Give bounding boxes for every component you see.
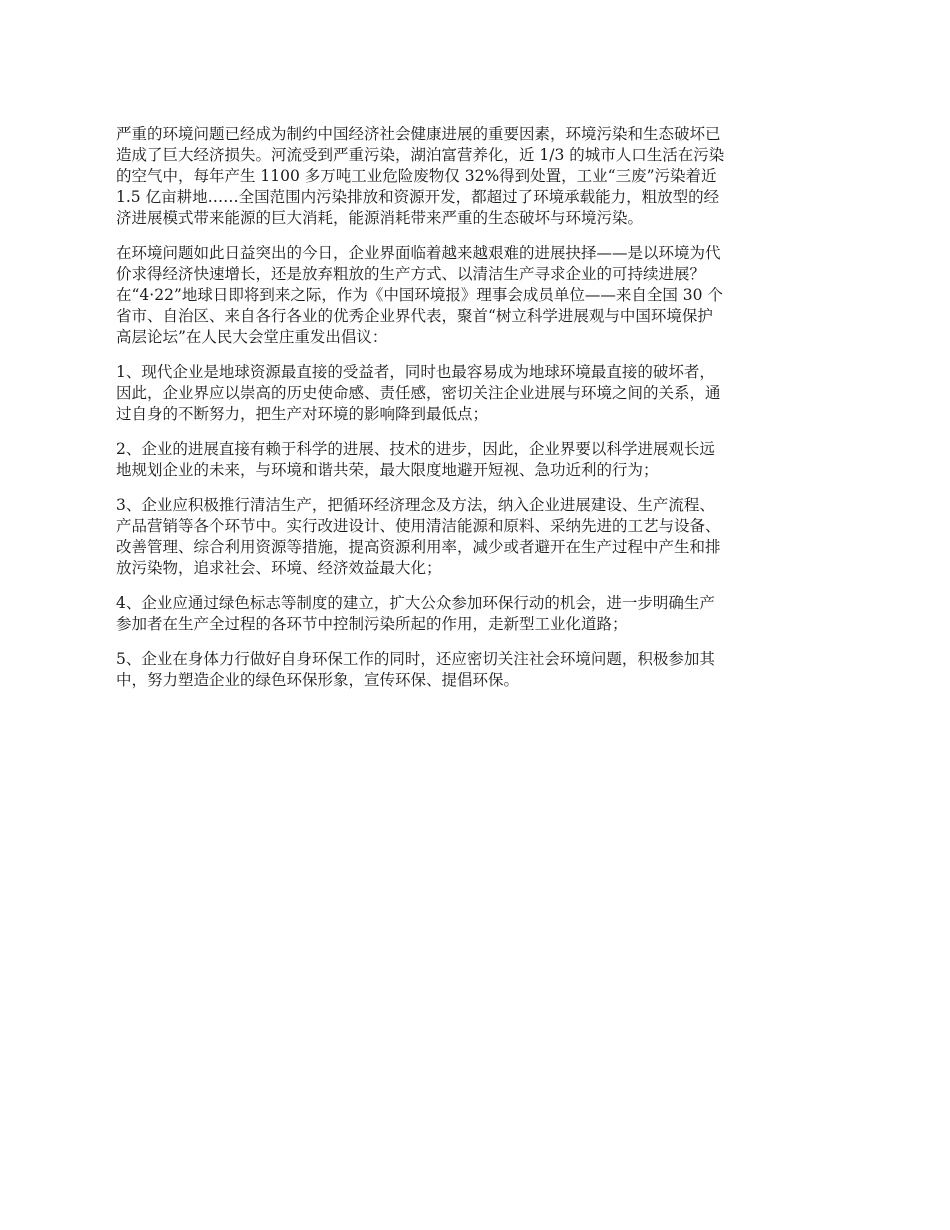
proposal-item-1: 1、现代企业是地球资源最直接的受益者，同时也最容易成为地球环境最直接的破坏者， 因此，企业界应以崇高的历史使命感、责任感，密切关注企业进展与环境之间的关系，通 过自身的不断努力，把生产对环境的影响降到最低点； bbox=[116, 363, 721, 423]
proposal-item-4: 4、企业应通过绿色标志等制度的建立，扩大公众参加环保行动的机会，进一步明确生产 参加者在生产全过程的各环节中控制污染所起的作用，走新型工业化道路； bbox=[116, 594, 715, 633]
proposal-item-3: 3、企业应积极推行清洁生产，把循环经济理念及方法，纳入企业进展建设、生产流程、 产品营销等各个环节中。实行改进设计、使用清洁能源和原料、采纳先进的工艺与设备、 改善管理、综合利用资源等措施，提高资源利用率，减少或者避开在生产过程中产生和排 放污染物，追求社会、环境、经济效益最大化； bbox=[116, 496, 721, 577]
paragraph-context: 在环境问题如此日益突出的今日，企业界面临着越来越艰难的进展抉择——是以环境为代 价求得经济快速增长，还是放弃粗放的生产方式、以清洁生产寻求企业的可持续进展？ 在“4·22”地球日即将到来之际，作为《中国环境报》理事会成员单位——来自全国 30 个 省市、自治区、来自各行各业的优秀企业界代表，聚首“树立科学进展观与中国环境保护 高层论坛”在人民大会堂庄重发出倡议： bbox=[116, 244, 723, 346]
document-body bbox=[116, 124, 836, 705]
proposal-item-2: 2、企业的进展直接有赖于科学的进展、技术的进步，因此，企业界要以科学进展观长远 地规划企业的未来，与环境和谐共荣，最大限度地避开短视、急功近利的行为； bbox=[116, 440, 715, 479]
proposal-item-5: 5、企业在身体力行做好自身环保工作的同时，还应密切关注社会环境问题，积极参加其 中，努力塑造企业的绿色环保形象，宣传环保、提倡环保。 bbox=[116, 650, 715, 689]
paragraph-intro: 严重的环境问题已经成为制约中国经济社会健康进展的重要因素，环境污染和生态破坏已 造成了巨大经济损失。河流受到严重污染，湖泊富营养化，近 1/3 的城市人口生活在污染 的空气中，每年产生 1100 多万吨工业危险废物仅 32%得到处置，工业“三废”污染着近 1.5 亿亩耕地……全国范围内污染排放和资源开发，都超过了环境承载能力，粗放型的经 济进展模式带来能源的巨大消耗，能源消耗带来严重的生态破坏与环境污染。 bbox=[116, 125, 725, 227]
